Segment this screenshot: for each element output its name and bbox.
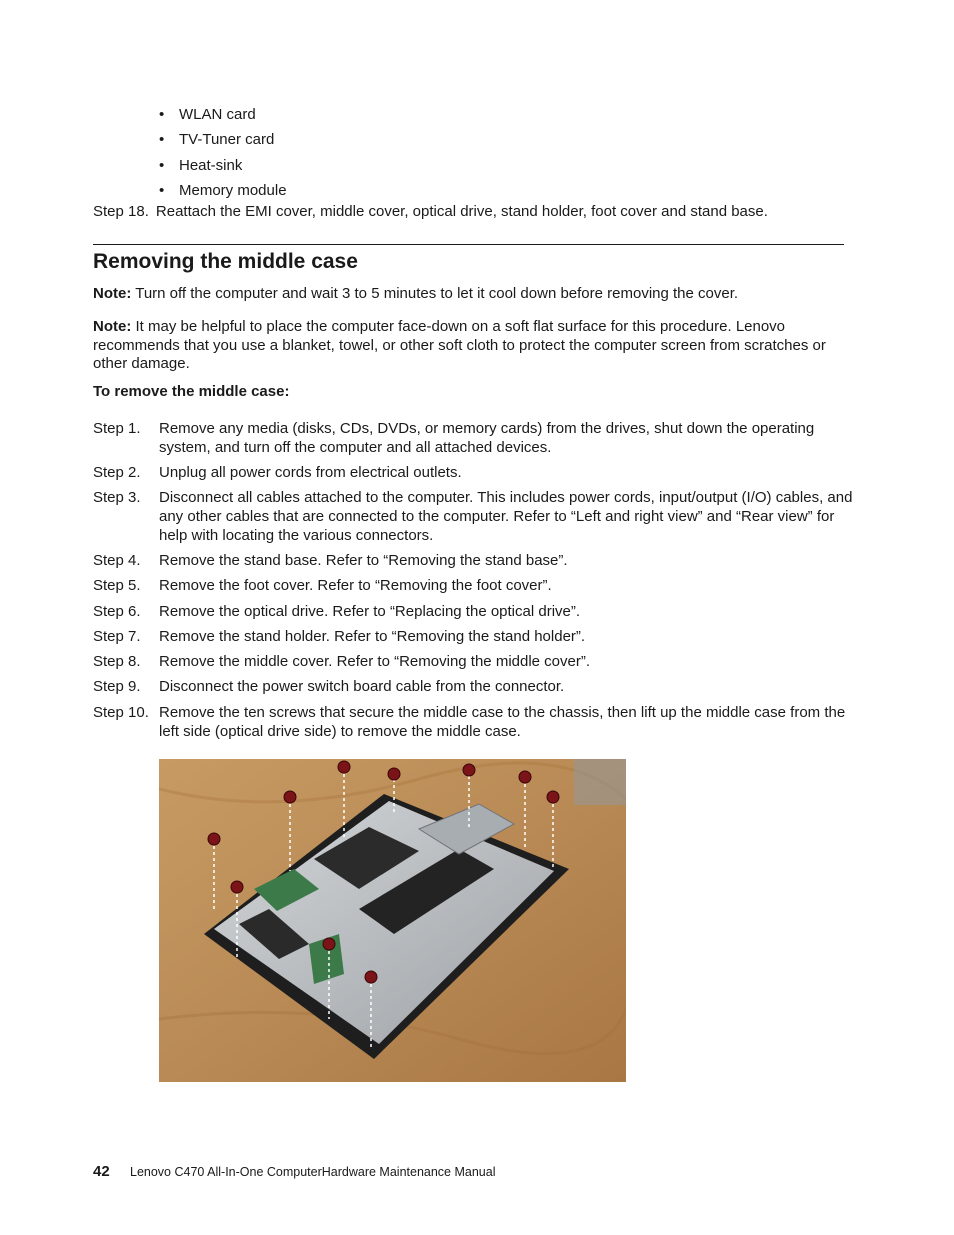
- step-number: Step 9.: [93, 678, 141, 695]
- step-text: Remove the optical drive. Refer to “Replacing the optical drive”.: [159, 603, 581, 620]
- section-divider: [93, 244, 844, 245]
- step-text: Reattach the EMI cover, middle cover, optical drive, stand holder, foot cover and stand base.: [155, 203, 768, 220]
- step-text: Disconnect the power switch board cable from the connector.: [159, 678, 565, 695]
- photo-illustration: [159, 759, 626, 1082]
- step-text: Remove any media (disks, CDs, DVDs, or memory cards) from the drives, shut down the operating system, and turn off the computer and all attached devices.: [159, 420, 815, 456]
- note-label: Note:: [93, 285, 132, 302]
- step-number: Step 2.: [93, 464, 141, 481]
- step-8: [93, 653, 853, 672]
- background-object: [574, 759, 626, 805]
- step-text: Remove the foot cover. Refer to “Removing the foot cover”.: [159, 577, 552, 594]
- section-heading: Removing the middle case: [93, 250, 358, 273]
- note-text: It may be helpful to place the computer face-down on a soft flat surface for this procedure. Lenovo recommends that you use a blanket, towel, or other soft cloth to protect the computer screen from scratches or other damage.: [93, 318, 826, 372]
- step-9: [93, 678, 853, 697]
- step-number: Step 7.: [93, 628, 141, 645]
- manual-title: Lenovo C470 All-In-One ComputerHardware Maintenance Manual: [130, 1165, 496, 1179]
- bullet-item: • Memory module: [159, 178, 287, 203]
- procedure-heading: To remove the middle case:: [93, 383, 290, 400]
- step-number: Step 18.: [93, 203, 149, 220]
- step-text: Remove the middle cover. Refer to “Removing the middle cover”.: [159, 653, 591, 670]
- note-face-down: [93, 318, 848, 374]
- step-number: Step 6.: [93, 603, 141, 620]
- step-text: Disconnect all cables attached to the computer. This includes power cords, input/output (I/O) cables, and any other cables that are connected to the computer. Refer to “Left and right view” and “Rear view” for help with locating the various connectors.: [159, 489, 853, 544]
- step-7: [93, 628, 853, 647]
- step-number: Step 3.: [93, 489, 141, 506]
- step-text: Remove the ten screws that secure the middle case to the chassis, then lift up the middle case from the left side (optical drive side) to remove the middle case.: [159, 704, 846, 740]
- step-text: Remove the stand base. Refer to “Removing the stand base”.: [159, 552, 568, 569]
- step-6: [93, 603, 853, 622]
- step-number: Step 5.: [93, 577, 141, 594]
- note-text: Turn off the computer and wait 3 to 5 minutes to let it cool down before removing the cover.: [131, 285, 739, 302]
- step-10: [93, 704, 853, 742]
- step-2: [93, 464, 853, 483]
- component-bullet-list: [159, 102, 287, 203]
- step-text: Remove the stand holder. Refer to “Removing the stand holder”.: [159, 628, 586, 645]
- step-number: Step 4.: [93, 552, 141, 569]
- step-18: [93, 203, 853, 222]
- step-5: [93, 577, 853, 596]
- step-4: [93, 552, 853, 571]
- step-number: Step 10.: [93, 704, 149, 721]
- step-text: Unplug all power cords from electrical outlets.: [159, 464, 462, 481]
- bullet-item: • WLAN card: [159, 102, 287, 127]
- step-number: Step 1.: [93, 420, 141, 437]
- step-3: [93, 489, 853, 545]
- bullet-item: • Heat-sink: [159, 153, 287, 178]
- step-1: [93, 420, 853, 458]
- step-number: Step 8.: [93, 653, 141, 670]
- middle-case-screws-photo: [159, 759, 626, 1082]
- note-label: Note:: [93, 318, 132, 335]
- page-number: 42: [93, 1163, 110, 1180]
- bullet-item: • TV-Tuner card: [159, 127, 287, 152]
- page-footer: [93, 1163, 495, 1180]
- note-cool-down: [93, 285, 848, 304]
